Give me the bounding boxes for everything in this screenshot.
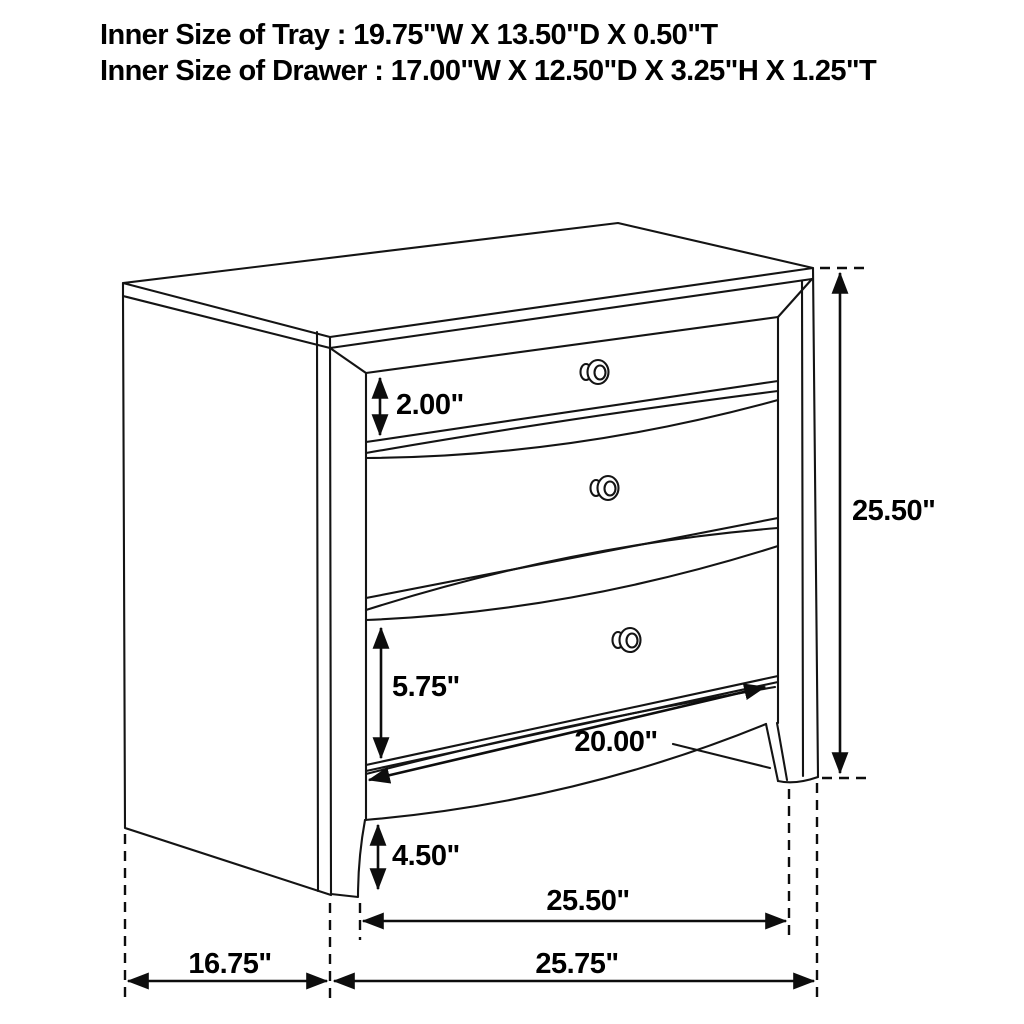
dim-label-drawer-opening-width: 20.00" [574, 726, 658, 758]
dim-label-overall-width: 25.75" [535, 948, 619, 980]
front-face-left-edge [330, 337, 331, 894]
right-corner-inner-line [802, 281, 803, 776]
drawer-knob-tray [581, 360, 609, 384]
right-leg-left-edge [766, 724, 778, 781]
front-bottom-arch [365, 724, 766, 820]
dim-label-leg-height: 4.50" [392, 840, 460, 872]
side-panel-outline [123, 296, 331, 895]
right-leg-bottom [778, 777, 818, 782]
dim-label-front-width: 25.50" [546, 885, 630, 917]
title-line-2: Inner Size of Drawer : 17.00"W X 12.50"D X 3.25"H X 1.25"T [100, 55, 877, 87]
extension-lines [125, 268, 869, 1002]
nightstand-drawing [123, 223, 818, 897]
dim-label-side-depth: 16.75" [188, 948, 272, 980]
right-leg-brace [673, 744, 770, 768]
drawer-knob-middle [591, 476, 619, 500]
top-surface [123, 223, 813, 337]
top-edge-band [123, 279, 812, 348]
dimension-arrows [128, 273, 840, 981]
crown-bottom-line [366, 317, 778, 373]
drawer-knob-bottom [613, 628, 641, 652]
left-foot [331, 820, 365, 897]
labels [100, 19, 935, 980]
dim-label-bottom-drawer-height: 5.75" [392, 671, 460, 703]
right-leg-inner-edge [777, 723, 787, 780]
dim-label-overall-height: 25.50" [852, 495, 936, 527]
crown-bevel-left [330, 348, 366, 373]
right-outer-edge [813, 268, 818, 777]
title-line-1: Inner Size of Tray : 19.75"W X 13.50"D X 0.50"T [100, 19, 718, 51]
dim-label-tray-front-height: 2.00" [396, 389, 464, 421]
side-panel-front-edge [317, 332, 318, 891]
crown-bevel-right [778, 279, 812, 317]
divider2-line [366, 518, 778, 598]
